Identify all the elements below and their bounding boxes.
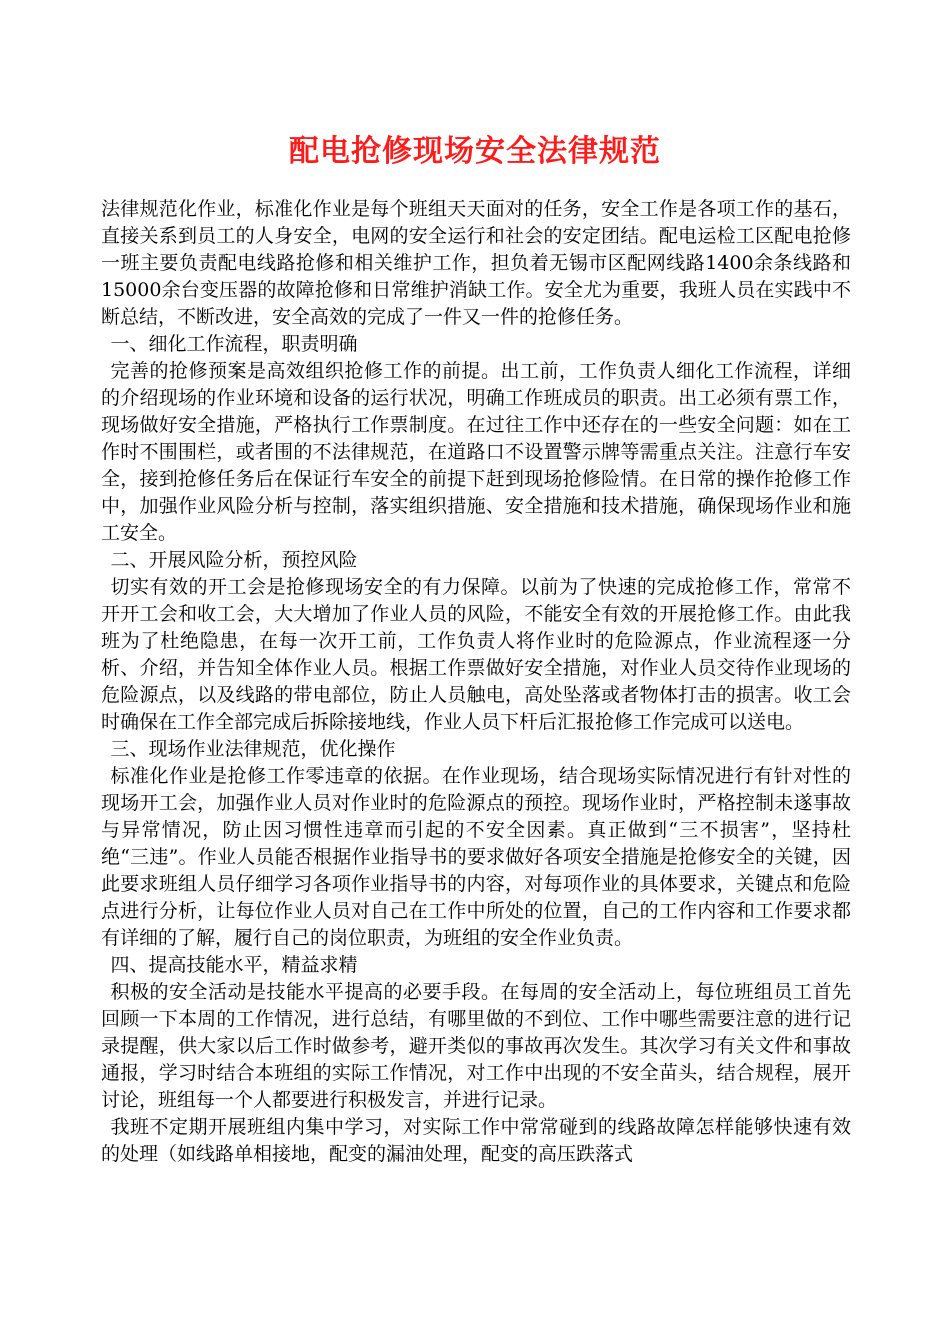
section-paragraph-5: 我班不定期开展班组内集中学习，对实际工作中常常碰到的线路故障怎样能够快速有效的处理（如线路单相接地，配变的漏油处理，配变的高压跌落式 — [101, 1116, 851, 1165]
section-paragraph-4: 积极的安全活动是技能水平提高的必要手段。在每周的安全活动上，每位班组员工首先回顾一下本周的工作情况，进行总结，有哪里做的不到位、工作中哪些需要注意的进行记录提醒，供大家以后工作时做参考，避开类似的事故再次发生。其次学习有关文件和事故通报，学习时结合本班组的实际工作情况，对工作中出现的不安全苗头，结合规程，展开讨论，班组每一个人都要进行积极发言，并进行记录。 — [101, 981, 851, 1111]
section-paragraph-1: 完善的抢修预案是高效组织抢修工作的前提。出工前，工作负责人细化工作流程，详细的介绍现场的作业环境和设备的运行状况，明确工作班成员的职责。出工必须有票工作，现场做好安全措施，严格执行工作票制度。在过往工作中还存在的一些安全问题：如在工作时不围围栏，或者围的不法律规范，在道路口不设置警示牌等需重点关注。注意行车安全，接到抢修任务后在保证行车安全的前提下赶到现场抢修险情。在日常的操作抢修工作中，加强作业风险分析与控制，落实组织措施、安全措施和技术措施，确保现场作业和施工安全。 — [101, 360, 851, 544]
section-heading-2: 二、开展风险分析，预控风险 — [110, 549, 358, 571]
section-heading-1: 一、细化工作流程，职责明确 — [110, 333, 358, 355]
document-body — [101, 196, 851, 1168]
section-heading-4: 四、提高技能水平，精益求精 — [110, 954, 358, 976]
intro-paragraph: 法律规范化作业，标准化作业是每个班组天天面对的任务，安全工作是各项工作的基石，直接关系到员工的人身安全，电网的安全运行和社会的安定团结。配电运检工区配电抢修一班主要负责配电线路抢修和相关维护工作，担负着无锡市区配网线路1400余条线路和15000余台变压器的故障抢修和日常维护消缺工作。安全尤为重要，我班人员在实践中不断总结，不断改进，安全高效的完成了一件又一件的抢修任务。 — [101, 198, 851, 328]
document-title: 配电抢修现场安全法律规范 — [289, 134, 661, 169]
section-paragraph-2: 切实有效的开工会是抢修现场安全的有力保障。以前为了快速的完成抢修工作，常常不开开工会和收工会，大大增加了作业人员的风险，不能安全有效的开展抢修工作。由此我班为了杜绝隐患，在每一次开工前，工作负责人将作业时的危险源点，作业流程逐一分析、介绍，并告知全体作业人员。根据工作票做好安全措施，对作业人员交待作业现场的危险源点，以及线路的带电部位，防止人员触电，高处坠落或者物体打击的损害。收工会时确保在工作全部完成后拆除接地线，作业人员下杆后汇报抢修工作完成可以送电。 — [101, 576, 851, 733]
section-heading-3: 三、现场作业法律规范，优化操作 — [110, 738, 396, 760]
section-paragraph-3: 标准化作业是抢修工作零违章的依据。在作业现场，结合现场实际情况进行有针对性的现场开工会，加强作业人员对作业时的危险源点的预控。现场作业时，严格控制未遂事故与异常情况，防止因习惯性违章而引起的不安全因素。真正做到“三不损害”，坚持杜绝“三违”。作业人员能否根据作业指导书的要求做好各项安全措施是抢修安全的关键，因此要求班组人员仔细学习各项作业指导书的内容，对每项作业的具体要求，关键点和危险点进行分析，让每位作业人员对自己在工作中所处的位置，自己的工作内容和工作要求都有详细的了解，履行自己的岗位职责，为班组的安全作业负责。 — [101, 765, 851, 949]
